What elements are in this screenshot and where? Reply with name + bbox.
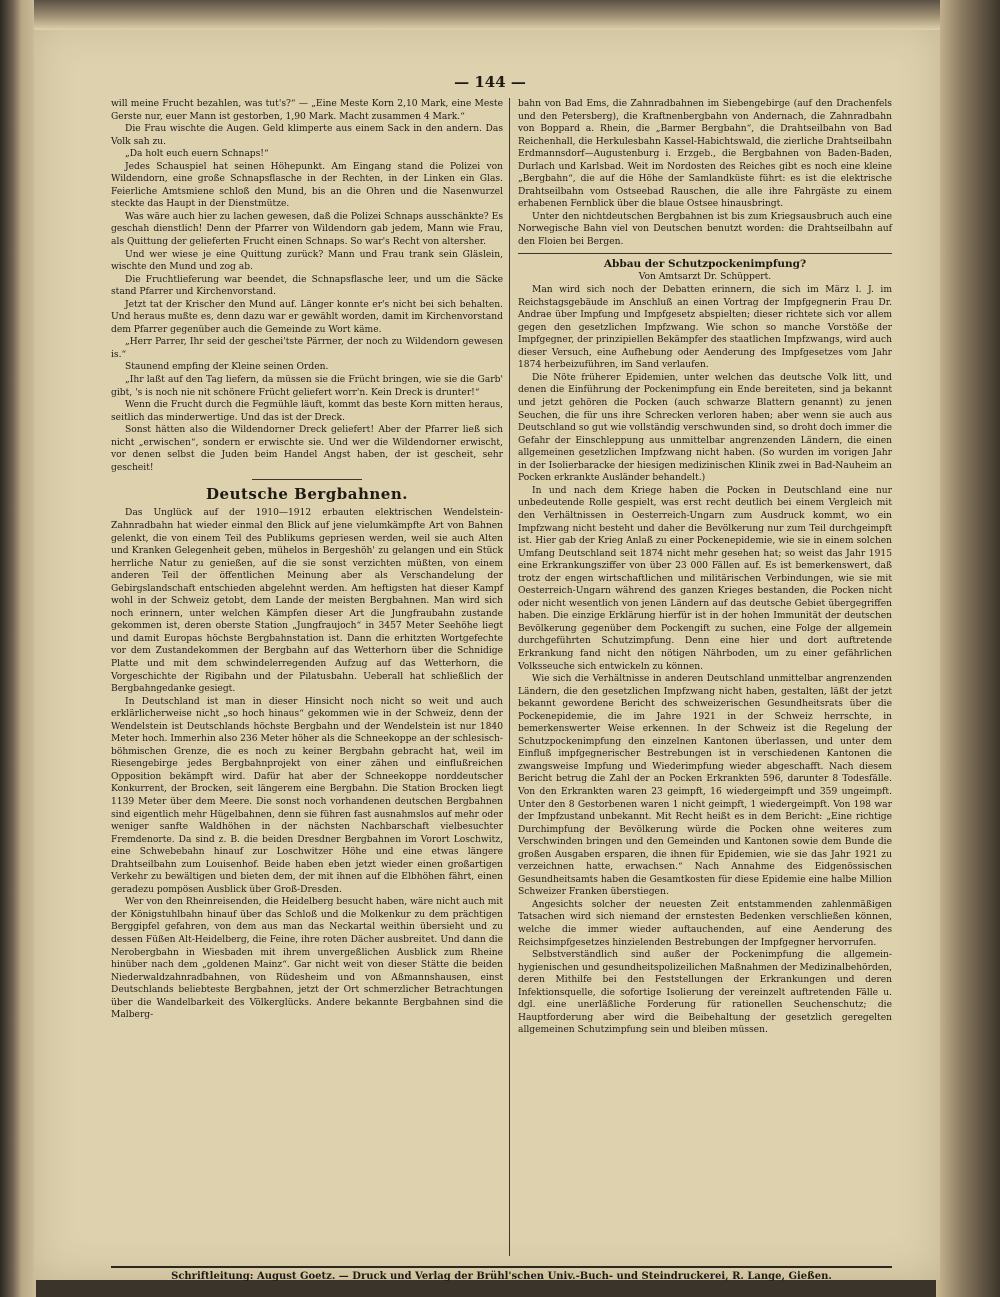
article-paragraph: bahn von Bad Ems, die Zahnradbahnen im Siebengebirge (auf den Drachenfels und den Petersberg), die Kraftnenbergbahn von Andernach, die Zahnradbahn von Boppard a. Rhein, die „Barmer Bergbahn“, die Drahtseilbahn von Bad Reichenhall, die Herkulesbahn Kassel-Habichtswald, die zierliche Drahtseilbahn Erdmannsdorf—Augustenburg i. Erzgeb., die Bergbahnen von Baden-Baden, Durlach und Karlsbad. Weit im Nordosten des Reiches gibt es noch eine kleine „Bergbahn“, die auf die Höhe der Samlandküste führt: es ist die elektrische Drahtseilbahn vom Ostseebad Rauschen, die alle ihre Fahrgäste zu einem erhabenen Fernblick über die blaue Ostsee hinausbringt.: [518, 99, 892, 210]
book-edge-right: [936, 0, 1000, 1297]
story-paragraph: will meine Frucht bezahlen, was tut's?“ — „Eine Meste Korn 2,10 Mark, eine Meste Gerste nur, euer Mann ist gestorben, 1,90 Mark. Macht zusammen 4 Mark.“: [111, 99, 503, 122]
story-paragraph: Was wäre auch hier zu lachen gewesen, daß die Polizei Schnaps ausschänkte? Es geschah dienstlich! Denn der Pfarrer von Wildendorn gab jedem, Mann wie Frau, als Quittung der gelieferten Frucht einen Schnaps. So war's Recht von altersher.: [111, 211, 503, 248]
article-paragraph: Unter den nichtdeutschen Bergbahnen ist bis zum Kriegsausbruch auch eine Norwegische Bahn viel von Deutschen benutzt worden: die Drahtseilbahn auf den Floien bei Bergen.: [518, 211, 892, 248]
article-paragraph: Das Unglück auf der 1910—1912 erbauten elektrischen Wendelstein-Zahnradbahn hat wieder einmal den Blick auf jene vielumkämpfte Art von Bahnen gelenkt, die von einem Teil des Publikums gepriesen werden, weil sie auch Alten und Kranken Gelegenheit geben, mühelos in Bergeshöh' zu gelangen und ein Stück herrliche Natur zu genießen, auf die sie sonst verzichten müßten, von einem anderen Teil der öffentlichen Meinung aber als Verschandelung der Gebirgslandschaft entschieden abgelehnt werden. Am heftigsten hat dieser Kampf wohl in der Schweiz getobt, dem Lande der meisten Bergbahnen. Man wird sich noch erinnern, unter welchen Kämpfen dieser Art die Jungfraubahn zustande gekommen ist, deren oberste Station „Jungfraujoch“ in 3457 Meter Seehöhe liegt und damit Europas höchste Bergbahnstation ist. Dann die erhitzten Wortgefechte vor dem Zustandekommen der Bergbahn auf das Wetterhorn über die Schnidige Platte und mit dem schwindelerregenden Aufzug auf das Wetterhorn, die Vorgeschichte der Rigibahn und der Pilatusbahn. Ueberall hat schließlich der Bergbahngedanke gesiegt.: [111, 508, 503, 695]
story-paragraph: Staunend empfing der Kleine seinen Orden.: [125, 362, 329, 373]
article-separator: [518, 253, 892, 254]
article-paragraph: In und nach dem Kriege haben die Pocken in Deutschland eine nur unbedeutende Rolle gespielt, was erst recht deutlich bei einem Vergleich mit den Verhältnissen in Oesterreich-Ungarn zum Ausdruck kommt, wo ein Impfzwang nicht besteht und daher die Bevölkerung nur zum Teil durchgeimpft ist. Hier gab der Krieg Anlaß zu einer Pockenepidemie, wie sie in einem solchen Umfang Deutschland seit 1874 nicht mehr gesehen hat; so weist das Jahr 1915 eine Erkrankungsziffer von über 23 000 Fällen auf. Es ist bemerkenswert, daß trotz der engen wirtschaftlichen und militärischen Verbindungen, wie sie mit Oesterreich-Ungarn während des ganzen Krieges bestanden, die Pocken nicht oder nicht wesentlich von jenen Ländern auf das deutsche Gebiet übergegriffen haben. Die einzige Erklärung hierfür ist in der hohen Immunität der deutschen Bevölkerung gegenüber dem Pockengift zu suchen, eine Folge der allgemein durchgeführten Schutzimpfung. Denn eine hier und dort auftretende Erkrankung fand nicht den nötigen Nährboden, um zu einer gefährlichen Volksseuche sich entwickeln zu können.: [518, 485, 892, 672]
story-paragraph: „Herr Parrer, Ihr seid der geschei'tste Pärrner, der noch zu Wildendorn gewesen is.“: [111, 337, 503, 360]
article-paragraph: Angesichts solcher der neuesten Zeit entstammenden zahlenmäßigen Tatsachen wird sich niemand der ernstesten Bedenken verschließen können, welche die immer wieder auftauchenden, auf eine Aenderung des Reichsimpfgesetzes hinzielenden Bestrebungen der Impfgegner hervorrufen.: [518, 899, 892, 948]
story-paragraph: Die Fruchtlieferung war beendet, die Schnapsflasche leer, und um die Säcke stand Pfarrer und Kirchenvorstand.: [111, 274, 503, 298]
story-paragraph: „Ihr laßt auf den Tag liefern, da müssen sie die Frücht bringen, wie sie die Garb' gibt, 's is noch nie nit schönere Frücht geliefert worr'n. Kein Dreck is drunter!“: [111, 375, 503, 398]
column-divider: [509, 98, 510, 1256]
article-heading-bergbahnen: Deutsche Bergbahnen.: [206, 485, 408, 504]
article-heading-impfung: Abbau der Schutzpockenimpfung?: [603, 257, 807, 270]
article-paragraph: Wer von den Rheinreisenden, die Heidelberg besucht haben, wäre nicht auch mit der Königstuhlbahn hinauf über das Schloß und die Molkenkur zu dem prächtigen Berggipfel gefahren, von dem aus man das Neckartal weithin übersieht und zu dessen Füßen Alt-Heidelberg, die Feine, ihre roten Dächer ausbreitet. Und dann die Nerobergbahn in Wiesbaden mit ihrem unvergeßlichen Ausblick zum Rheine hinüber nach dem „goldenen Mainz“. Gar nicht weit von dieser Stätte die beiden Niederwaldzahnradbahnen, von Rüdesheim und von Aßmannshausen, einst Deutschlands beliebteste Bergbahnen, jetzt der Ort schmerzlicher Betrachtungen über die Wandelbarkeit des Völkerglücks. Andere bekannte Bergbahnen sind die Malberg-: [111, 897, 503, 1021]
article-byline: Von Amtsarzt Dr. Schüppert.: [638, 271, 772, 282]
footer-rule: [111, 1266, 892, 1268]
imprint-footer: Schriftleitung: August Goetz. — Druck und Verlag der Brühl'schen Univ.-Buch- und Steindruckerei, R. Lange, Gießen.: [171, 1271, 832, 1282]
article-separator: [252, 479, 362, 480]
story-paragraph: Und wer wiese je eine Quittung zurück? Mann und Frau trank sein Gläslein, wischte den Mund und zog ab.: [111, 249, 503, 273]
article-paragraph: In Deutschland ist man in dieser Hinsicht noch nicht so weit und auch erklärlicherweise nicht „so hoch hinaus“ gekommen wie in der Schweiz, denn der Wendelstein ist Deutschlands höchste Bergbahn und der Wendelstein ist nur 1840 Meter hoch. Immerhin also 236 Meter höher als die Schneekoppe an der schlesisch-böhmischen Grenze, die es noch zu keiner Bergbahn gebracht hat, weil im Riesengebirge jedes Bergbahnprojekt von einer zähen und einflußreichen Opposition bekämpft wird. Dafür hat aber der Schneekoppe norddeutscher Konkurrent, der Brocken, seit längerem eine Bergbahn. Die Station Brocken liegt 1139 Meter über dem Meere. Die sonst noch vorhandenen deutschen Bergbahnen sind eigentlich mehr Hügelbahnen, denn sie führen fast ausnahmslos auf mehr oder weniger sanfte Waldhöhen in der nächsten Nachbarschaft vielbesuchter Fremdenorte. Da sind z. B. die beiden Dresdner Bergbahnen im Vorort Loschwitz, eine Schwebebahn hinauf zur Loschwitzer Höhe und eine etwas längere Drahtseilbahn zum Louisenhof. Beide haben eben jetzt wieder einen großartigen Verkehr zu bewältigen und bieten dem, der mit ihnen auf die Elbhöhen fährt, einen geradezu pompösen Ausblick über Groß-Dresden.: [111, 696, 503, 895]
story-paragraph: Wenn die Frucht durch die Fegmühle läuft, kommt das beste Korn mitten heraus, seitlich das minderwertige. Und das ist der Dreck.: [111, 400, 503, 423]
story-paragraph: Jetzt tat der Krischer den Mund auf. Länger konnte er's nicht bei sich behalten. Und heraus mußte es, denn dazu war er gewählt worden, damit im Kirchenvorstand dem Pfarrer gegenüber auch die Gemeinde zu Wort käme.: [111, 299, 503, 335]
story-paragraph: Sonst hätten also die Wildendorner Dreck geliefert! Aber der Pfarrer ließ sich nicht „erwischen“, sondern er erwischte sie. Und wer die Wildendorner erwischt, vor denen selbst die Juden beim Handel Angst haben, der ist gescheit, sehr gescheit!: [111, 425, 503, 473]
article-paragraph: Wie sich die Verhältnisse in anderen Deutschland unmittelbar angrenzenden Ländern, die den gesetzlichen Impfzwang nicht haben, gestalten, läßt der jetzt bekannt gewordene Bericht des schweizerischen Gesundheitsrats über die Pockenepidemie, die im Jahre 1921 in der Schweiz herrschte, in bemerkenswerter Weise erkennen. In der Schweiz ist die Regelung der Schutzpockenimpfung den einzelnen Kantonen überlassen, und unter dem Einfluß impfgegnerischer Bestrebungen ist in verschiedenen Kantonen die zwangsweise Impfung und Wiederimpfung wieder abgeschafft. Nach diesem Bericht betrug die Zahl der an Pocken Erkrankten 596, darunter 8 Todesfälle. Von den Erkrankten waren 23 geimpft, 16 wiedergeimpft und 359 ungeimpft. Unter den 8 Gestorbenen waren 1 nicht geimpft, 1 wiedergeimpft. Von 198 war der Impfzustand unbekannt. Mit Recht heißt es in dem Bericht: „Eine richtige Durchimpfung der Bevölkerung würde die Pocken ohne weiteres zum Verschwinden bringen und den Gemeinden und Kantonen sowie dem Bunde die großen Ausgaben ersparen, die ihnen für Epidemien, wie sie das Jahr 1921 zu verzeichnen hatte, erwachsen.“ Nach Annahme des Eidgenössischen Gesundheitsamts haben die Gesamtkosten für diese Epidemie eine halbe Million Schweizer Franken überstiegen.: [518, 674, 892, 898]
left-column: [111, 98, 503, 1022]
story-paragraph: Jedes Schauspiel hat seinen Höhepunkt. Am Eingang stand die Polizei von Wildendorn, eine große Schnapsflasche in der Rechten, in der Linken ein Glas. Feierliche Amtsmiene schloß den Mund, bis an die Ohren und die Nasenwurzel steckte das Haupt in der Dienstmütze.: [111, 161, 503, 210]
article-paragraph: Selbstverständlich sind außer der Pockenimpfung die allgemein-hygienischen und gesundheitspolizeilichen Maßnahmen der Medizinalbehörden, deren Mithilfe bei den Feststellungen der Erkrankungen und deren Infektionsquelle, die sofortige Isolierung der vereinzelt auftretenden Fälle u. dgl. eine unerläßliche Forderung für rationellen Seuchenschutz; die Hauptforderung aber wird die Beibehaltung der gesetzlich geregelten allgemeinen Schutzimpfung sein und bleiben müssen.: [518, 950, 892, 1036]
story-paragraph: Die Frau wischte die Augen. Geld klimperte aus einem Sack in den andern. Das Volk sah zu.: [111, 124, 503, 147]
story-paragraph: „Da holt euch euern Schnaps!“: [125, 149, 269, 160]
article-paragraph: Man wird sich noch der Debatten erinnern, die sich im März l. J. im Reichstagsgebäude im Anschluß an einen Vortrag der Impfgegnerin Frau Dr. Andrae über Impfung und Impfgesetz abspielten; dieser richtete sich vor allem gegen den gesetzlichen Impfzwang. Wie schon so manche Vorstöße der Impfgegner, der prinzipiellen Bekämpfer des staatlichen Impfzwangs, wird auch dieser Versuch, eine Aufhebung oder Aenderung des Impfgesetzes vom Jahr 1874 herbeizuführen, im Sand verlaufen.: [518, 285, 892, 371]
book-edge-left: [0, 0, 36, 1297]
right-column: [518, 98, 892, 1037]
page-number: — 144 —: [454, 73, 526, 91]
page-top-shadow: [34, 0, 940, 30]
article-paragraph: Die Nöte früherer Epidemien, unter welchen das deutsche Volk litt, und denen die Einführung der Pockenimpfung ein Ende bereiteten, sind ja bekannt und jetzt gehören die Pocken (auch schwarze Blattern genannt) zu jenen Seuchen, die für uns ihre Schrecken verloren haben; aber wenn sie auch aus Deutschland so gut wie vollständig verschwunden sind, so droht doch immer die Gefahr der Einschleppung aus unmittelbar angrenzenden Ländern, die einen allgemeinen gesetzlichen Impfzwang nicht haben. (So wurden im vorigen Jahr in der Isolierbaracke der hiesigen medizinischen Klinik zwei in Bad-Nauheim an Pocken erkrankte Ausländer behandelt.): [518, 372, 892, 484]
